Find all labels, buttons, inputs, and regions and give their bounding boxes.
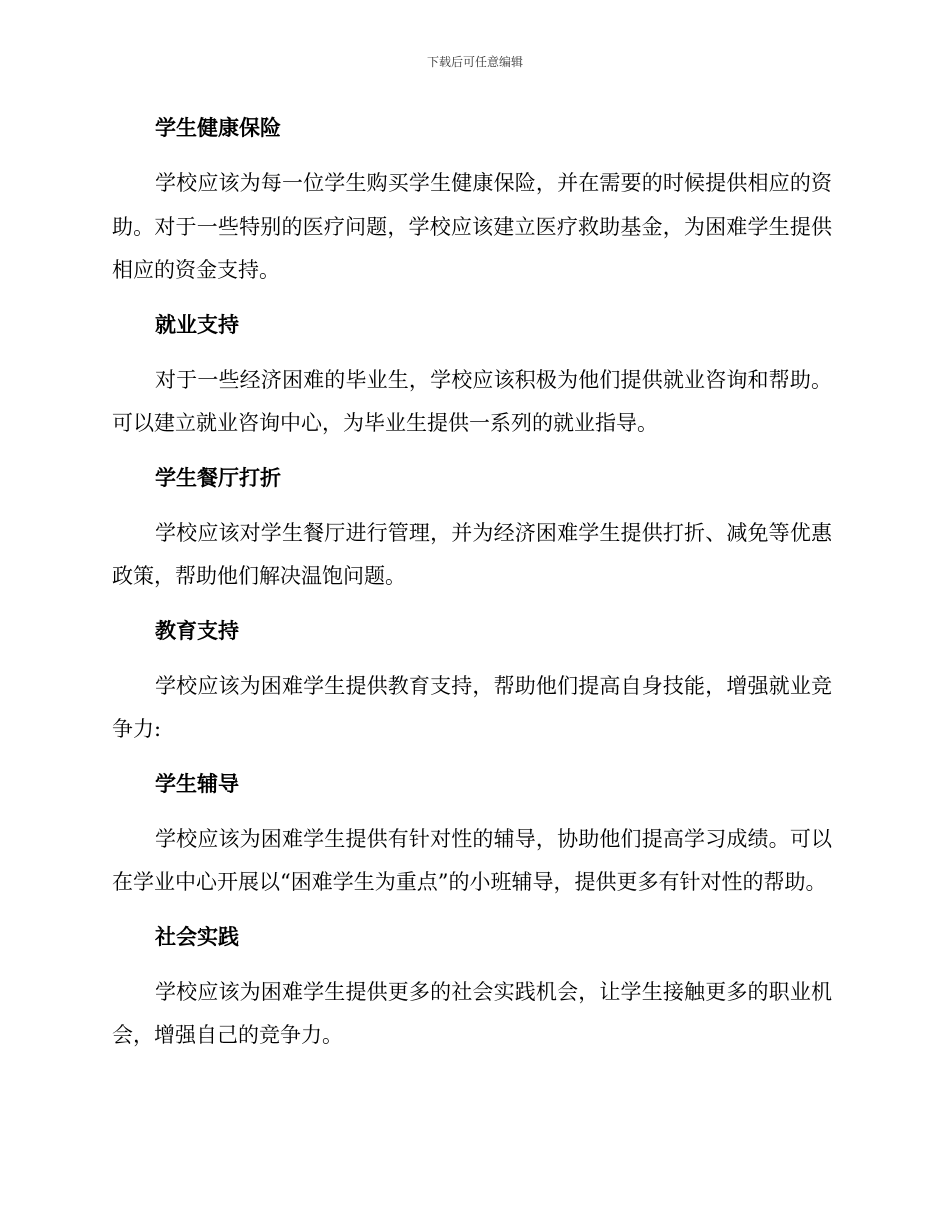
document-content (112, 108, 832, 1070)
section-body: 对于一些经济困难的毕业生，学校应该积极为他们提供就业咨询和帮助。可以建立就业咨询中心，为毕业生提供一系列的就业指导。 (112, 367, 832, 435)
section-body: 学校应该为每一位学生购买学生健康保险，并在需要的时候提供相应的资助。对于一些特别的医疗问题，学校应该建立医疗救助基金，为困难学生提供相应的资金支持。 (112, 171, 832, 282)
section-heading: 学生餐厅打折 (155, 465, 281, 490)
section-student-health-insurance (112, 108, 832, 293)
section-heading: 就业支持 (155, 312, 239, 337)
section-body: 学校应该为困难学生提供更多的社会实践机会，让学生接触更多的职业机会，增强自己的竞争力。 (112, 979, 832, 1047)
section-student-tutoring (112, 764, 832, 905)
section-body: 学校应该对学生餐厅进行管理，并为经济困难学生提供打折、减免等优惠政策，帮助他们解决温饱问题。 (112, 520, 832, 588)
section-employment-support (112, 305, 832, 446)
section-heading: 教育支持 (155, 618, 239, 643)
section-cafeteria-discount (112, 458, 832, 599)
section-heading: 社会实践 (155, 924, 239, 949)
section-body: 学校应该为困难学生提供有针对性的辅导，协助他们提高学习成绩。可以在学业中心开展以“困难学生为重点”的小班辅导，提供更多有针对性的帮助。 (112, 826, 832, 894)
section-heading: 学生辅导 (155, 771, 239, 796)
section-heading: 学生健康保险 (155, 116, 281, 140)
section-education-support (112, 611, 832, 752)
section-social-practice (112, 917, 832, 1058)
section-body: 学校应该为困难学生提供教育支持，帮助他们提高自身技能，增强就业竞争力: (112, 673, 832, 741)
header-note: 下载后可任意编辑 (426, 55, 523, 69)
